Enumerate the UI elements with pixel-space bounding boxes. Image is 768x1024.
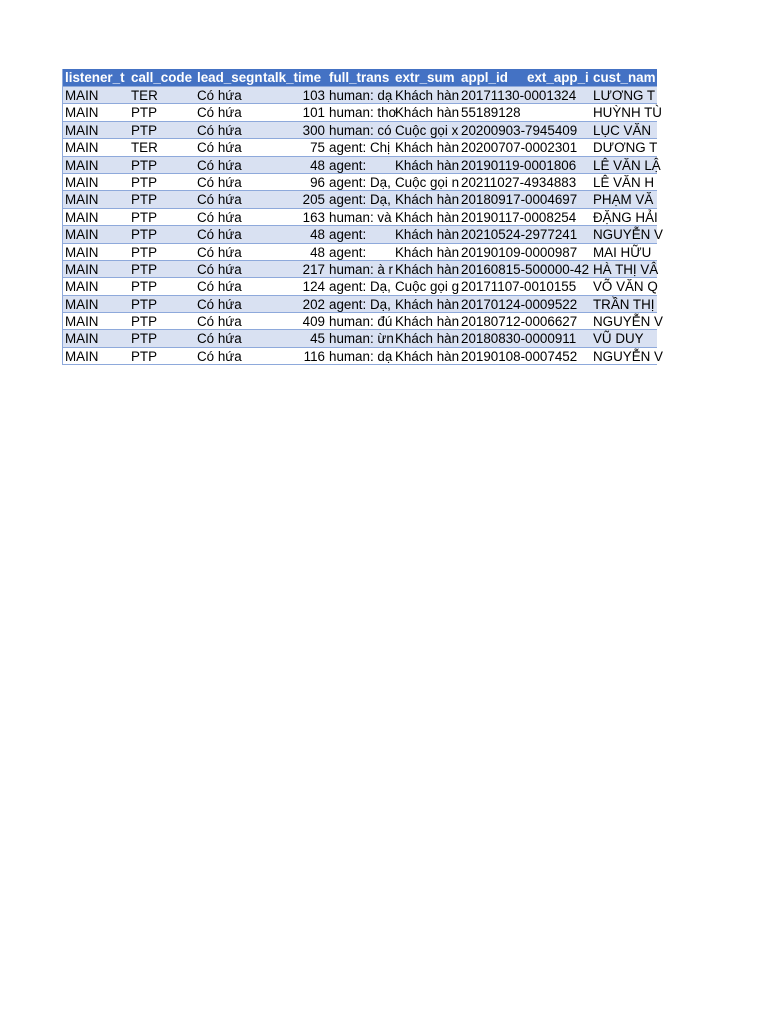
table-cell[interactable]: Có hứa bbox=[197, 174, 242, 190]
table-cell[interactable]: Có hứa bbox=[197, 279, 242, 295]
table-cell[interactable]: 20171130-0001324 bbox=[461, 88, 577, 103]
table-cell[interactable]: MAIN bbox=[65, 209, 99, 225]
table-cell[interactable]: 409 bbox=[302, 314, 325, 330]
table-cell[interactable]: NGUYỄN V bbox=[593, 314, 663, 330]
table-cell[interactable] bbox=[525, 209, 591, 225]
table-cell[interactable]: 96 bbox=[310, 174, 325, 190]
table-cell[interactable]: 205 bbox=[302, 192, 325, 208]
header-cell[interactable]: listener_t bbox=[65, 70, 125, 85]
table-cell[interactable]: Khách hàn bbox=[395, 348, 460, 364]
table-cell[interactable]: MAIN bbox=[65, 296, 99, 312]
table-cell[interactable]: PHẠM VĂ bbox=[593, 192, 654, 208]
table-cell[interactable]: 20190109-0000987 bbox=[461, 244, 578, 260]
table-cell[interactable]: 202 bbox=[302, 296, 325, 312]
table-cell[interactable]: Có hứa bbox=[197, 192, 242, 208]
table-cell[interactable] bbox=[525, 87, 591, 103]
table-cell[interactable]: human: thơ bbox=[329, 105, 398, 121]
table-cell[interactable]: Cuộc gọi n bbox=[395, 174, 460, 190]
table-cell[interactable]: PTP bbox=[131, 331, 158, 347]
table-cell[interactable]: MAI HỮU bbox=[593, 244, 652, 260]
table-cell[interactable]: TER bbox=[131, 140, 158, 156]
table-cell[interactable]: agent: Chị bbox=[329, 140, 391, 156]
table-cell[interactable]: Có hứa bbox=[197, 244, 242, 260]
table-cell[interactable]: 20210524-2977241 bbox=[461, 227, 578, 243]
table-cell[interactable] bbox=[525, 313, 591, 329]
table-cell[interactable]: 20171107-0010155 bbox=[461, 279, 577, 295]
table-cell[interactable]: human: dạ bbox=[329, 348, 393, 364]
table-cell[interactable]: Khách hàn bbox=[395, 157, 460, 173]
table-cell[interactable]: Có hứa bbox=[197, 140, 242, 156]
table-cell[interactable]: LÊ VĂN LẬ bbox=[593, 157, 661, 173]
table-cell[interactable]: NGUYỄN V bbox=[593, 348, 663, 364]
table-cell[interactable]: 103 bbox=[302, 88, 325, 103]
header-cell[interactable]: talk_time bbox=[263, 70, 322, 85]
table-cell[interactable]: Có hứa bbox=[197, 157, 242, 173]
table-cell[interactable] bbox=[525, 261, 591, 277]
table-row bbox=[63, 347, 663, 364]
table-cell[interactable]: agent: Dạ, bbox=[329, 279, 391, 295]
table-cell[interactable] bbox=[525, 278, 591, 294]
table-cell[interactable]: Khách hàn bbox=[395, 192, 460, 208]
table-cell[interactable]: MAIN bbox=[65, 105, 99, 121]
table-cell[interactable]: PTP bbox=[131, 244, 158, 260]
table-cell[interactable]: agent: Dạ, bbox=[329, 174, 391, 190]
table-cell[interactable]: MAIN bbox=[65, 192, 99, 208]
table-cell[interactable]: HUỲNH TÙ bbox=[593, 105, 662, 121]
table-cell[interactable]: 20211027-4934883 bbox=[461, 174, 577, 190]
table-cell[interactable] bbox=[525, 174, 591, 190]
table-cell[interactable]: Khách hàn bbox=[395, 209, 460, 225]
table-row bbox=[63, 312, 663, 330]
table-cell[interactable]: MAIN bbox=[65, 88, 99, 103]
table-cell[interactable]: Có hứa bbox=[197, 261, 242, 277]
table-cell[interactable]: Có hứa bbox=[197, 122, 242, 138]
header-cell[interactable]: extr_sum bbox=[395, 70, 455, 85]
table-cell[interactable]: 55189128 bbox=[461, 105, 521, 121]
table-cell[interactable]: MAIN bbox=[65, 157, 99, 173]
table-cell[interactable]: ĐẶNG HẢI bbox=[593, 209, 658, 225]
table-cell[interactable]: Có hứa bbox=[197, 296, 242, 312]
table-row bbox=[63, 86, 657, 103]
table-cell[interactable]: 48 bbox=[310, 244, 325, 260]
table-cell[interactable] bbox=[525, 226, 591, 242]
table-cell[interactable]: 124 bbox=[302, 279, 325, 295]
table-row bbox=[63, 173, 657, 190]
header-cell[interactable]: cust_nam bbox=[593, 70, 656, 85]
table-cell[interactable]: human: và bbox=[329, 209, 392, 225]
table-cell[interactable] bbox=[525, 139, 591, 155]
table-body bbox=[63, 86, 663, 364]
table-cell[interactable]: MAIN bbox=[65, 261, 99, 277]
table-cell[interactable]: 20200707-0002301 bbox=[461, 140, 578, 156]
table-cell[interactable]: 45 bbox=[310, 331, 325, 347]
header-row bbox=[63, 69, 657, 86]
table-cell[interactable]: VÕ VĂN Q bbox=[593, 279, 658, 295]
table-cell[interactable]: 163 bbox=[302, 209, 325, 225]
table-cell[interactable]: LƯƠNG T bbox=[593, 88, 656, 103]
header-cell[interactable]: ext_app_i bbox=[527, 70, 589, 85]
table-cell[interactable]: human: à r bbox=[329, 261, 394, 277]
table-cell[interactable]: agent: bbox=[329, 244, 367, 260]
table-row bbox=[63, 103, 662, 121]
table-cell[interactable] bbox=[525, 104, 591, 120]
table-cell[interactable]: Khách hàn bbox=[395, 296, 460, 312]
table-cell[interactable]: agent: Dạ, bbox=[329, 296, 391, 312]
table-cell[interactable]: Có hứa bbox=[197, 88, 242, 103]
table-row bbox=[63, 295, 657, 312]
table-row bbox=[63, 225, 663, 243]
table-row bbox=[63, 329, 657, 346]
table-cell[interactable] bbox=[525, 348, 591, 364]
table-cell[interactable]: MAIN bbox=[65, 227, 99, 243]
table-cell[interactable]: TRẦN THỊ bbox=[593, 296, 655, 312]
table-cell[interactable]: 20180712-0006627 bbox=[461, 314, 578, 330]
table-row bbox=[63, 121, 657, 138]
table-cell[interactable]: MAIN bbox=[65, 331, 99, 347]
table-cell[interactable]: PTP bbox=[131, 192, 158, 208]
table-cell[interactable]: 20170124-0009522 bbox=[461, 296, 578, 312]
table-cell[interactable]: Khách hàn bbox=[395, 140, 460, 156]
table-cell[interactable]: PTP bbox=[131, 174, 158, 190]
table-cell[interactable]: PTP bbox=[131, 261, 158, 277]
table-cell[interactable] bbox=[525, 122, 591, 138]
table-cell[interactable]: Có hứa bbox=[197, 348, 242, 364]
table-cell[interactable]: PTP bbox=[131, 122, 158, 138]
table-cell[interactable]: TER bbox=[131, 88, 158, 103]
table-cell[interactable]: Cuộc gọi x bbox=[395, 122, 459, 138]
table-cell[interactable]: DƯƠNG T bbox=[593, 140, 658, 156]
header-cell[interactable]: appl_id bbox=[461, 70, 508, 85]
table-cell[interactable]: MAIN bbox=[65, 122, 99, 138]
table-cell[interactable]: 20180830-0000911 bbox=[461, 331, 577, 347]
table-cell[interactable]: Cuộc gọi g bbox=[395, 279, 460, 295]
table-cell[interactable]: MAIN bbox=[65, 348, 99, 364]
table-row bbox=[63, 260, 657, 277]
table-cell[interactable]: 20160815-500000-42 bbox=[461, 261, 590, 277]
header-cell[interactable]: lead_segn bbox=[197, 70, 263, 85]
table-cell[interactable]: Khách hàn bbox=[395, 261, 460, 277]
table-cell[interactable]: 20190117-0008254 bbox=[461, 209, 577, 225]
header-cell[interactable]: full_trans bbox=[329, 70, 390, 85]
table-row bbox=[63, 243, 657, 260]
table-cell[interactable]: MAIN bbox=[65, 314, 99, 330]
table-cell[interactable]: PTP bbox=[131, 279, 158, 295]
table-cell[interactable]: human: dạ bbox=[329, 88, 393, 103]
table-cell[interactable]: MAIN bbox=[65, 140, 99, 156]
table-cell[interactable]: 48 bbox=[310, 157, 325, 173]
table-cell[interactable]: Khách hàn bbox=[395, 244, 460, 260]
table-cell[interactable]: human: ừn bbox=[329, 331, 394, 347]
table-cell[interactable] bbox=[525, 296, 591, 312]
table-cell[interactable]: VŨ DUY bbox=[593, 331, 644, 347]
table-cell[interactable] bbox=[525, 330, 591, 346]
spreadsheet-table bbox=[62, 69, 663, 365]
table-cell[interactable]: agent: bbox=[329, 227, 367, 243]
table-cell[interactable]: 217 bbox=[302, 261, 325, 277]
table-cell[interactable]: PTP bbox=[131, 157, 158, 173]
table-cell[interactable]: human: đú bbox=[329, 314, 393, 330]
table-cell[interactable]: Khách hàn bbox=[395, 314, 460, 330]
table-cell[interactable]: 75 bbox=[310, 140, 325, 156]
table-cell[interactable]: MAIN bbox=[65, 244, 99, 260]
table-cell[interactable]: Có hứa bbox=[197, 331, 242, 347]
table-cell[interactable]: 116 bbox=[303, 348, 325, 364]
table-row bbox=[63, 190, 657, 207]
table-cell[interactable]: 300 bbox=[302, 122, 325, 138]
table-cell[interactable] bbox=[525, 244, 591, 260]
table-cell[interactable]: PTP bbox=[131, 105, 158, 121]
table-cell[interactable]: 20190108-0007452 bbox=[461, 348, 578, 364]
table-cell[interactable]: Có hứa bbox=[197, 105, 242, 121]
table-cell[interactable]: 20190119-0001806 bbox=[461, 157, 577, 173]
table-cell[interactable]: NGUYỄN V bbox=[593, 227, 663, 243]
table-cell[interactable]: HÀ THỊ VÂ bbox=[593, 261, 659, 277]
table-row bbox=[63, 208, 657, 225]
table-cell[interactable]: Có hứa bbox=[197, 209, 242, 225]
table-cell[interactable]: 101 bbox=[302, 105, 325, 121]
table-cell[interactable]: Có hứa bbox=[197, 227, 242, 243]
header-cell[interactable]: call_code bbox=[131, 70, 193, 85]
table-cell[interactable]: LÊ VĂN H bbox=[593, 174, 655, 190]
table-cell[interactable]: MAIN bbox=[65, 174, 99, 190]
table-row bbox=[63, 138, 657, 155]
table-cell[interactable]: Khách hàn bbox=[395, 88, 460, 103]
table-row bbox=[63, 277, 657, 294]
table-cell[interactable]: PTP bbox=[131, 314, 158, 330]
table-cell[interactable]: Có hứa bbox=[197, 314, 242, 330]
table-cell[interactable]: PTP bbox=[131, 296, 158, 312]
table-cell[interactable]: PTP bbox=[131, 348, 158, 364]
table-cell[interactable]: 20180917-0004697 bbox=[461, 192, 578, 208]
table-cell[interactable]: Khách hàn bbox=[395, 227, 460, 243]
table-cell[interactable]: MAIN bbox=[65, 279, 99, 295]
table-cell[interactable]: 20200903-7945409 bbox=[461, 122, 578, 138]
table-cell[interactable]: agent: Dạ, bbox=[329, 192, 391, 208]
table-cell[interactable]: LỤC VĂN bbox=[593, 122, 652, 138]
table-cell[interactable]: Khách hàn bbox=[395, 105, 460, 121]
table-cell[interactable] bbox=[525, 157, 591, 173]
table-cell[interactable]: PTP bbox=[131, 227, 158, 243]
table-cell[interactable]: human: có bbox=[329, 122, 392, 138]
table-row bbox=[63, 156, 661, 173]
table-cell[interactable]: 48 bbox=[310, 227, 325, 243]
table-cell[interactable]: PTP bbox=[131, 209, 158, 225]
table-cell[interactable]: Khách hàn bbox=[395, 331, 460, 347]
table-cell[interactable]: agent: bbox=[329, 157, 367, 173]
table-cell[interactable] bbox=[525, 191, 591, 207]
